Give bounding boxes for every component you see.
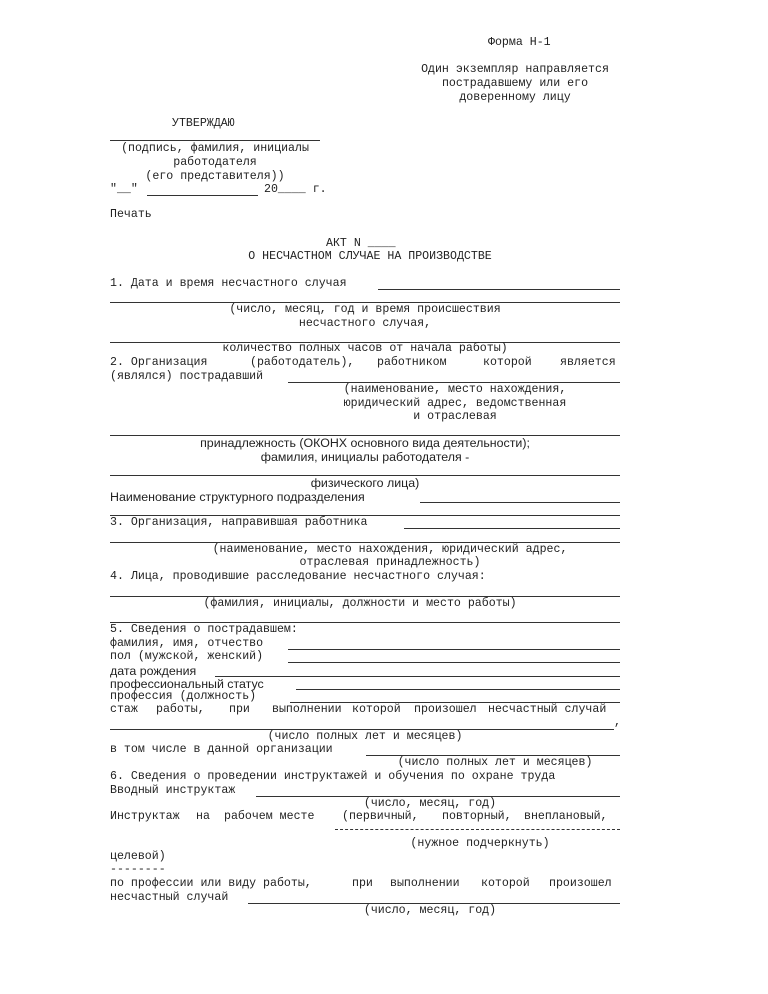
s2-hint-5: фамилия, инициалы работодателя -	[260, 450, 470, 464]
act-title: АКТ N ____	[326, 237, 396, 250]
s5-name-label: фамилия, имя, отчество	[110, 637, 264, 650]
s1-hint-1: (число, месяц, год и время происшествия	[229, 303, 501, 316]
s6-ws-5: повторный,	[442, 810, 512, 823]
s5-exp-2: работы,	[156, 703, 205, 716]
signature-hint-3: (его представителя))	[145, 170, 285, 183]
signature-hint-1: (подпись, фамилия, инициалы	[121, 142, 309, 155]
signature-hint-2: работодателя	[173, 156, 257, 169]
s2-line-1e: является	[560, 356, 616, 369]
s6-ws-2: на	[196, 810, 210, 823]
s5-sex-label: пол (мужской, женский)	[110, 650, 264, 663]
section-6-label: 6. Сведения о проведении инструктажей и обучения по охране труда	[110, 770, 556, 783]
section-1-label: 1. Дата и время несчастного случая	[110, 277, 347, 290]
s5-exp-7: несчастный случай	[488, 703, 607, 716]
signature-line	[110, 140, 320, 141]
section-4-label: 4. Лица, проводившие расследование несчастного случая:	[110, 570, 486, 583]
copy-note-line-1: Один экземпляр направляется	[421, 63, 609, 76]
s5-exp-6: произошел	[414, 703, 477, 716]
s5-name-line	[288, 649, 620, 650]
s1-date-line	[378, 289, 620, 290]
s5-birth-line	[215, 676, 620, 677]
act-subtitle: О НЕСЧАСТНОМ СЛУЧАЕ НА ПРОИЗВОДСТВЕ	[248, 250, 492, 263]
s5-in-org-hint: (число полных лет и месяцев)	[397, 756, 593, 769]
date-month-line	[147, 195, 258, 196]
s6-target-dashes: --------	[110, 863, 166, 876]
s2-hint-6: физического лица)	[310, 476, 420, 490]
s6-intro-label: Вводный инструктаж	[110, 784, 236, 797]
s5-status-label: профессиональный статус	[110, 677, 264, 691]
s2-line-1b: (работодатель),	[250, 356, 355, 369]
s6-target-label: целевой)	[110, 850, 166, 863]
s6-accident-label: несчастный случай	[110, 891, 229, 904]
s3-hint-1: (наименование, место нахождения, юридический адрес,	[212, 543, 568, 556]
approve-heading: УТВЕРЖДАЮ	[172, 117, 235, 130]
s5-in-org-label: в том числе в данной организации	[110, 743, 333, 756]
s5-birth-label: дата рождения	[110, 664, 197, 678]
s6-ws-6: внеплановый,	[524, 810, 608, 823]
s2-hint-1: (наименование, место нахождения,	[343, 383, 567, 396]
s2-unit-line	[420, 502, 620, 503]
stamp-label: Печать	[110, 208, 152, 221]
s2-hint-3: и отраслевая	[413, 410, 497, 423]
s5-status-line	[296, 689, 620, 690]
s6-date-hint-2: (число, месяц, год)	[363, 904, 497, 917]
s5-sex-line	[288, 662, 620, 663]
s3-hint-2: отраслевая принадлежность)	[299, 556, 481, 569]
s2-line-1c: работником	[377, 356, 447, 369]
s6-ws-3: рабочем месте	[224, 810, 315, 823]
copy-note-line-3: доверенному лицу	[459, 91, 571, 104]
s6-prof-3: выполнении	[390, 877, 460, 890]
s2-unit-label: Наименование структурного подразделения	[110, 490, 365, 504]
s6-ws-1: Инструктаж	[110, 810, 180, 823]
s4-hint: (фамилия, инициалы, должности и место работы)	[203, 597, 517, 610]
section-3-label: 3. Организация, направившая работника	[110, 516, 368, 529]
s1-hint-2: несчастного случая,	[298, 317, 432, 330]
s5-exp-5: которой	[352, 703, 401, 716]
s5-exp-hint: (число полных лет и месяцев)	[267, 730, 463, 743]
s6-prof-4: которой	[481, 877, 530, 890]
s6-prof-1: по профессии или виду работы,	[110, 877, 312, 890]
s2-line-2: (являлся) пострадавший	[110, 370, 264, 383]
s6-date-hint: (число, месяц, год)	[363, 797, 497, 810]
s5-exp-4: выполнении	[272, 703, 342, 716]
s5-profession-label: профессия (должность)	[110, 690, 257, 703]
section-5-label: 5. Сведения о пострадавшем:	[110, 623, 298, 636]
s5-exp-3: при	[229, 703, 250, 716]
s2-line-1d: которой	[483, 356, 532, 369]
s6-ws-4: (первичный,	[342, 810, 419, 823]
s6-prof-5: произошел	[549, 877, 612, 890]
s3-org-line	[404, 528, 620, 529]
s6-underline-hint: (нужное подчеркнуть)	[410, 837, 550, 850]
s5-exp-comma: ,	[614, 716, 621, 729]
date-year: 20____ г.	[264, 183, 327, 196]
date-day: "__"	[110, 183, 138, 196]
s2-hint-2: юридический адрес, ведомственная	[343, 397, 567, 410]
copy-note-line-2: пострадавшему или его	[441, 77, 589, 90]
s1-hint-3: количество полных часов от начала работы)	[222, 342, 508, 355]
s5-exp-1: стаж	[110, 703, 138, 716]
s2-line-1a: 2. Организация	[110, 356, 208, 369]
s6-prof-2: при	[352, 877, 373, 890]
s2-hint-4: принадлежность (ОКОНХ основного вида деятельности);	[200, 436, 530, 450]
s6-ws-dashes	[335, 829, 620, 830]
form-label: Форма Н-1	[488, 36, 551, 49]
